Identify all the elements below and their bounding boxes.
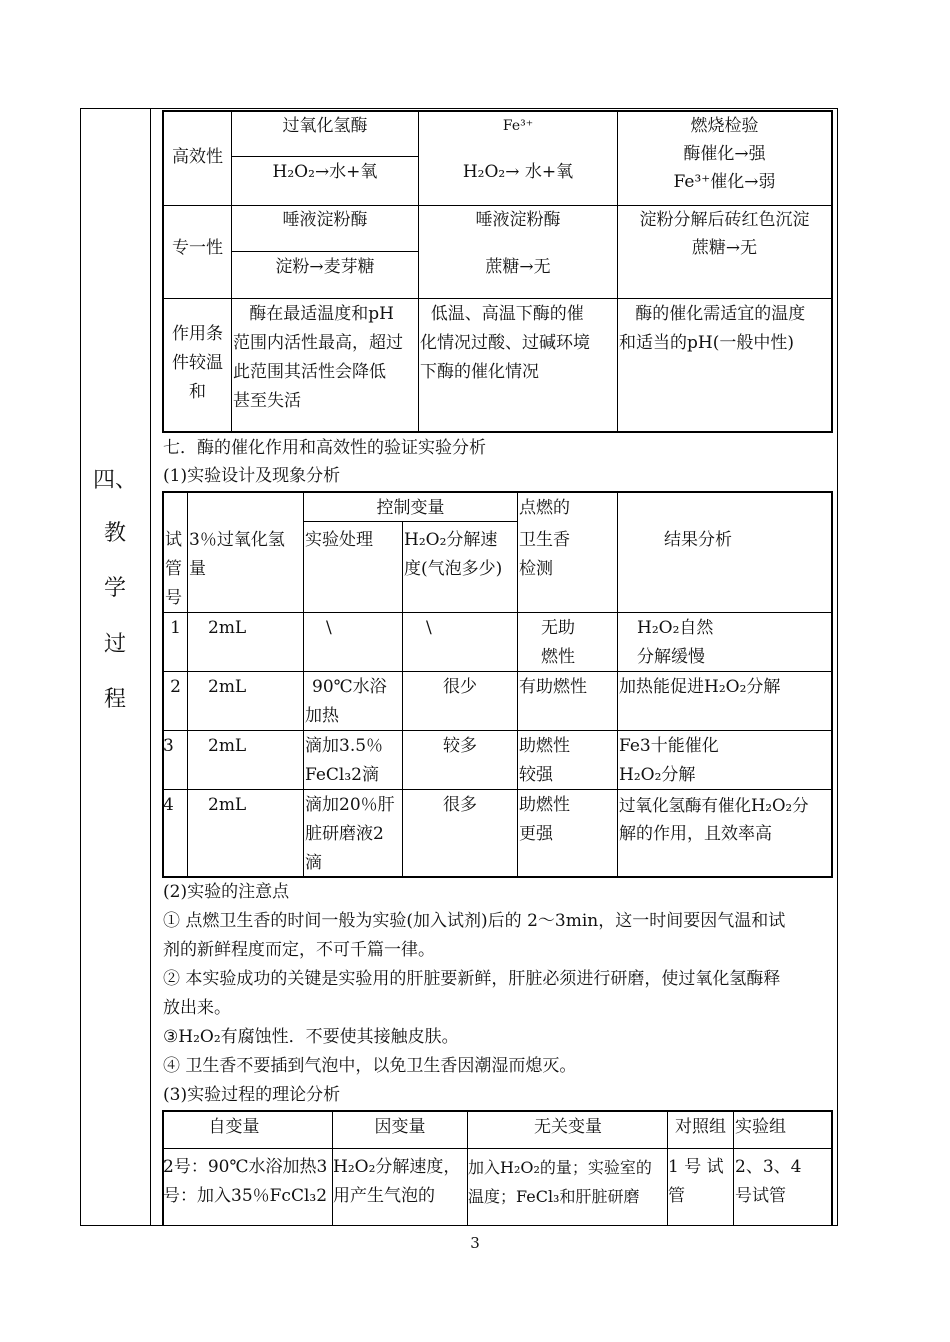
cell-starch-test-1: 淀粉分解后砖红色沉淀 [639, 210, 810, 230]
note-line-5: ③H₂O₂有腐蚀性．不要使其接触皮肤。 [163, 1027, 459, 1047]
note-line-4: 放出来。 [163, 998, 231, 1018]
row-label-condition-1: 作用条 [172, 324, 223, 344]
cell-catalase: 过氧化氢酶 [282, 116, 368, 136]
note-line-1: ① 点燃卫生香的时间一般为实验(加入试剂)后的 2～3min，这一时间要因气温和试 [163, 911, 786, 931]
cell-sucrose-none: 蔗糖→无 [485, 257, 551, 277]
row3-result-1: Fe3十能催化 [619, 736, 719, 756]
side-divider [150, 108, 151, 1226]
row1-volume: 2mL [208, 618, 247, 638]
side-label-4: 过 [103, 632, 126, 657]
cell-burn-test-2: 酶催化→强 [683, 144, 766, 164]
row-label-specificity: 专一性 [172, 238, 223, 258]
row2-volume: 2mL [208, 677, 247, 697]
cell-catalase-reaction: H₂O₂→水+氧 [272, 162, 378, 182]
cond-c1-3: 此范围其活性会降低 [233, 362, 386, 382]
header-dependent: 因变量 [374, 1117, 426, 1137]
row4-treatment-3: 滴 [305, 853, 322, 873]
header-ignite-2: 卫生香 [519, 530, 570, 550]
subsection-3-title: (3)实验过程的理论分析 [163, 1085, 341, 1105]
header-independent: 自变量 [208, 1117, 260, 1137]
irrel-line-1: 加入H₂O₂的量；实验室的 [468, 1158, 652, 1177]
row2-rate: 很少 [443, 677, 477, 697]
page-number: 3 [470, 1234, 480, 1252]
row1-ignite-1: 无助 [541, 618, 575, 638]
cell-starch-maltose: 淀粉→麦芽糖 [275, 257, 375, 277]
dep-line-2: 用产生气泡的 [333, 1186, 435, 1206]
row4-tube: 4 [163, 795, 174, 815]
header-treatment: 实验处理 [305, 530, 373, 550]
cell-burn-test-1: 燃烧检验 [690, 116, 759, 136]
cond-c1-4: 甚至失活 [233, 391, 301, 411]
row1-result-2: 分解缓慢 [637, 647, 705, 667]
row4-treatment-1: 滴加20％肝 [305, 795, 395, 815]
row3-volume: 2mL [208, 736, 247, 756]
notes-title: (2)实验的注意点 [163, 882, 290, 902]
row1-treatment: \ [326, 618, 332, 638]
row3-treatment-1: 滴加3.5％ [305, 736, 384, 756]
row3-ignite-1: 助燃性 [519, 736, 570, 756]
exp-line-1: 2、3、4 [735, 1157, 802, 1177]
cond-c1-2: 范围内活性最高，超过 [233, 333, 403, 353]
subsection-1-title: (1)实验设计及现象分析 [163, 466, 341, 486]
cond-c3-2: 和适当的pH(一般中性) [619, 333, 794, 353]
side-label-3: 学 [103, 576, 126, 601]
row4-ignite-1: 助燃性 [519, 795, 570, 815]
row1-tube: 1 [170, 618, 181, 638]
cell-burn-test-3: Fe³⁺催化→弱 [673, 172, 776, 192]
cond-c2-1: 低温、高温下酶的催 [420, 304, 584, 324]
outer-top [80, 108, 838, 109]
row3-ignite-2: 较强 [519, 765, 553, 785]
row3-result-2: H₂O₂分解 [619, 765, 696, 785]
cond-c2-3: 下酶的催化情况 [420, 362, 539, 382]
row2-result: 加热能促进H₂O₂分解 [619, 677, 781, 697]
header-h2o2-2: 量 [189, 559, 206, 579]
side-label-2: 教 [103, 521, 126, 546]
header-result: 结果分析 [664, 530, 732, 550]
irrel-line-2: 温度；FeCl₃和肝脏研磨 [468, 1187, 640, 1206]
header-rate-1: H₂O₂分解速 [404, 530, 498, 550]
indep-line-2: 号：加入35％FcCl₃2 [163, 1186, 328, 1206]
row-label-efficiency: 高效性 [172, 147, 223, 167]
cell-starch-test-2: 蔗糖→无 [691, 238, 758, 258]
row4-ignite-2: 更强 [519, 824, 553, 844]
cell-amylase: 唾液淀粉酶 [282, 210, 368, 230]
cond-c2-2: 化情况过酸、过碱环境 [420, 333, 590, 353]
row1-result-1: H₂O₂自然 [637, 618, 714, 638]
row2-treatment-1: 90℃水浴 [312, 677, 387, 697]
row3-treatment-2: FeCl₃2滴 [305, 765, 380, 785]
header-rate-2: 度(气泡多少) [404, 559, 503, 579]
header-control-group: 对照组 [675, 1117, 726, 1137]
row2-treatment-2: 加热 [305, 706, 339, 726]
control-line-1: 1 号 试 [668, 1157, 724, 1177]
header-tube-3: 号 [165, 588, 182, 608]
row2-ignite: 有助燃性 [519, 677, 587, 697]
dep-line-1: H₂O₂分解速度， [333, 1157, 461, 1177]
note-line-3: ② 本实验成功的关键是实验用的肝脏要新鲜，肝脏必须进行研磨，使过氧化氢酶释 [163, 969, 781, 989]
header-tube-2: 管 [165, 559, 182, 579]
header-irrelevant: 无关变量 [534, 1117, 602, 1137]
row-label-condition-3: 和 [189, 382, 206, 402]
row4-volume: 2mL [208, 795, 247, 815]
header-control-variable: 控制变量 [376, 498, 445, 518]
row-label-condition-2: 件较温 [172, 353, 223, 373]
row1-ignite-2: 燃性 [541, 647, 575, 667]
cell-fe3: Fe³⁺ [502, 118, 534, 134]
side-label-5: 程 [103, 687, 126, 712]
indep-line-1: 2号：90℃水浴加热3 [163, 1157, 328, 1177]
note-line-6: ④ 卫生香不要插到气泡中，以免卫生香因潮湿而熄灭。 [163, 1056, 577, 1076]
outer-bottom [80, 1225, 838, 1226]
row4-rate: 很多 [443, 795, 477, 815]
cell-fe3-reaction: H₂O₂→ 水+氧 [462, 162, 574, 182]
cond-c3-1: 酶的催化需适宜的温度 [619, 304, 806, 324]
row1-rate: \ [426, 618, 432, 638]
row4-result-1: 过氧化氢酶有催化H₂O₂分 [619, 796, 809, 815]
header-tube-1: 试 [165, 530, 182, 550]
exp-line-2: 号试管 [735, 1186, 786, 1206]
outer-left [80, 108, 81, 1226]
cell-amylase-2: 唾液淀粉酶 [475, 210, 561, 230]
section-7-title: 七．酶的催化作用和高效性的验证实验分析 [163, 438, 486, 458]
row4-treatment-2: 脏研磨液2 [305, 824, 384, 844]
row3-rate: 较多 [443, 736, 477, 756]
header-experiment-group: 实验组 [735, 1117, 786, 1137]
header-h2o2-1: 3％过氧化氢 [189, 530, 285, 550]
row2-tube: 2 [170, 677, 181, 697]
cond-c1-1: 酶在最适温度和pH [233, 304, 394, 324]
header-ignite-3: 检测 [519, 559, 553, 579]
side-label-1: 四、 [92, 468, 137, 493]
header-ignite-1: 点燃的 [519, 498, 570, 518]
note-line-2: 剂的新鲜程度而定，不可千篇一律。 [163, 940, 435, 960]
control-line-2: 管 [668, 1186, 685, 1206]
row3-tube: 3 [163, 736, 174, 756]
row4-result-2: 解的作用，且效率高 [619, 824, 772, 844]
